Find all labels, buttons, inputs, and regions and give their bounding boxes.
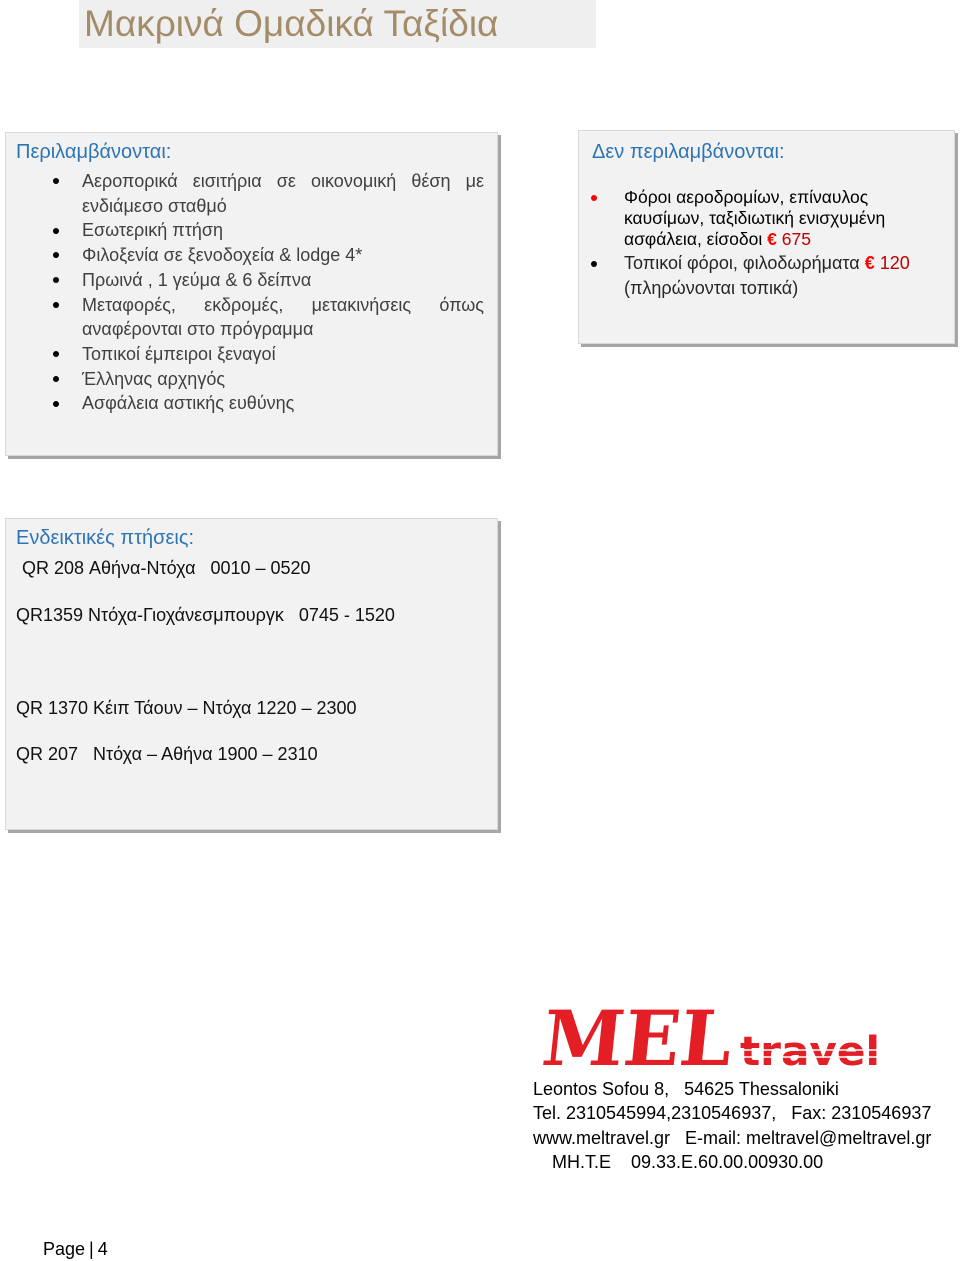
mel-travel-logo [536, 993, 886, 1083]
contact-web: www.meltravel.gr E-mail: meltravel@meltravel.gr [533, 1127, 932, 1148]
contact-registry: MH.T.E 09.33.E.60.00.00930.00 [552, 1152, 824, 1173]
contact-address: Leontos Sofou 8, 54625 Thessaloniki [533, 1079, 839, 1099]
euro-sign: € [864, 253, 875, 273]
page-label: Page [43, 1239, 86, 1259]
included-item: Έλληνας αρχηγός [82, 367, 484, 392]
included-item: Φιλοξενία σε ξενοδοχεία & lodge 4* [82, 243, 484, 268]
logo-main-text: MEL [538, 993, 744, 1083]
price-amount: 675 [781, 229, 811, 249]
page-footer [43, 1238, 108, 1260]
included-box [5, 132, 498, 456]
included-item: Εσωτερική πτήση [82, 218, 484, 243]
page-number: 4 [97, 1239, 108, 1259]
contact-block [533, 1077, 953, 1175]
page-title: Μακρινά Ομαδικά Ταξίδια [84, 3, 499, 44]
flights-box [5, 518, 498, 830]
flight-row: QR 1370 Κέιπ Τάουν – Ντόχα 1220 – 2300 [16, 698, 357, 718]
item-text: Τοπικοί φόροι, φιλοδωρήματα [624, 253, 860, 273]
price [865, 253, 910, 273]
price-amount: 120 [879, 253, 910, 273]
not-included-box [578, 130, 955, 344]
not-included-item [624, 251, 940, 301]
included-item: Μεταφορές, εκδρομές, μετακινήσεις όπως αναφέρονται στο πρόγραμμα [82, 293, 484, 342]
item-note: (πληρώνονται τοπικά) [624, 278, 799, 298]
price [767, 229, 811, 249]
flight-row: QR1359 Ντόχα-Γιοχάνεσμπουργκ 0745 - 1520 [16, 605, 395, 625]
not-included-heading: Δεν περιλαμβάνονται: [592, 141, 785, 163]
title-banner [79, 0, 596, 48]
included-list [82, 169, 484, 416]
included-item: Ασφάλεια αστικής ευθύνης [82, 391, 484, 416]
flight-row: QR 207 Ντόχα – Αθήνα 1900 – 2310 [16, 744, 318, 764]
page-separator: | [89, 1239, 94, 1259]
included-item: Πρωινά , 1 γεύμα & 6 δείπνα [82, 268, 484, 293]
euro-sign: € [767, 229, 777, 249]
included-item: Αεροπορικά εισιτήρια σε οικονομική θέση με ενδιάμεσο σταθμό [82, 169, 484, 218]
flight-row: QR 208 Αθήνα-Ντόχα 0010 – 0520 [22, 558, 311, 578]
flights-heading: Ενδεικτικές πτήσεις: [16, 527, 195, 549]
not-included-item [624, 187, 940, 250]
logo-sub-text: travel [740, 1029, 880, 1075]
not-included-list [624, 187, 940, 301]
included-item: Τοπικοί έμπειροι ξεναγοί [82, 342, 484, 367]
included-heading: Περιλαμβάνονται: [16, 141, 172, 163]
contact-phone: Tel. 2310545994,2310546937, Fax: 2310546937 [533, 1103, 932, 1124]
item-text: Φόροι αεροδρομίων, επίναυλος καυσίμων, ταξιδιωτική ενισχυμένη ασφάλεια, είσοδοι [624, 187, 886, 249]
